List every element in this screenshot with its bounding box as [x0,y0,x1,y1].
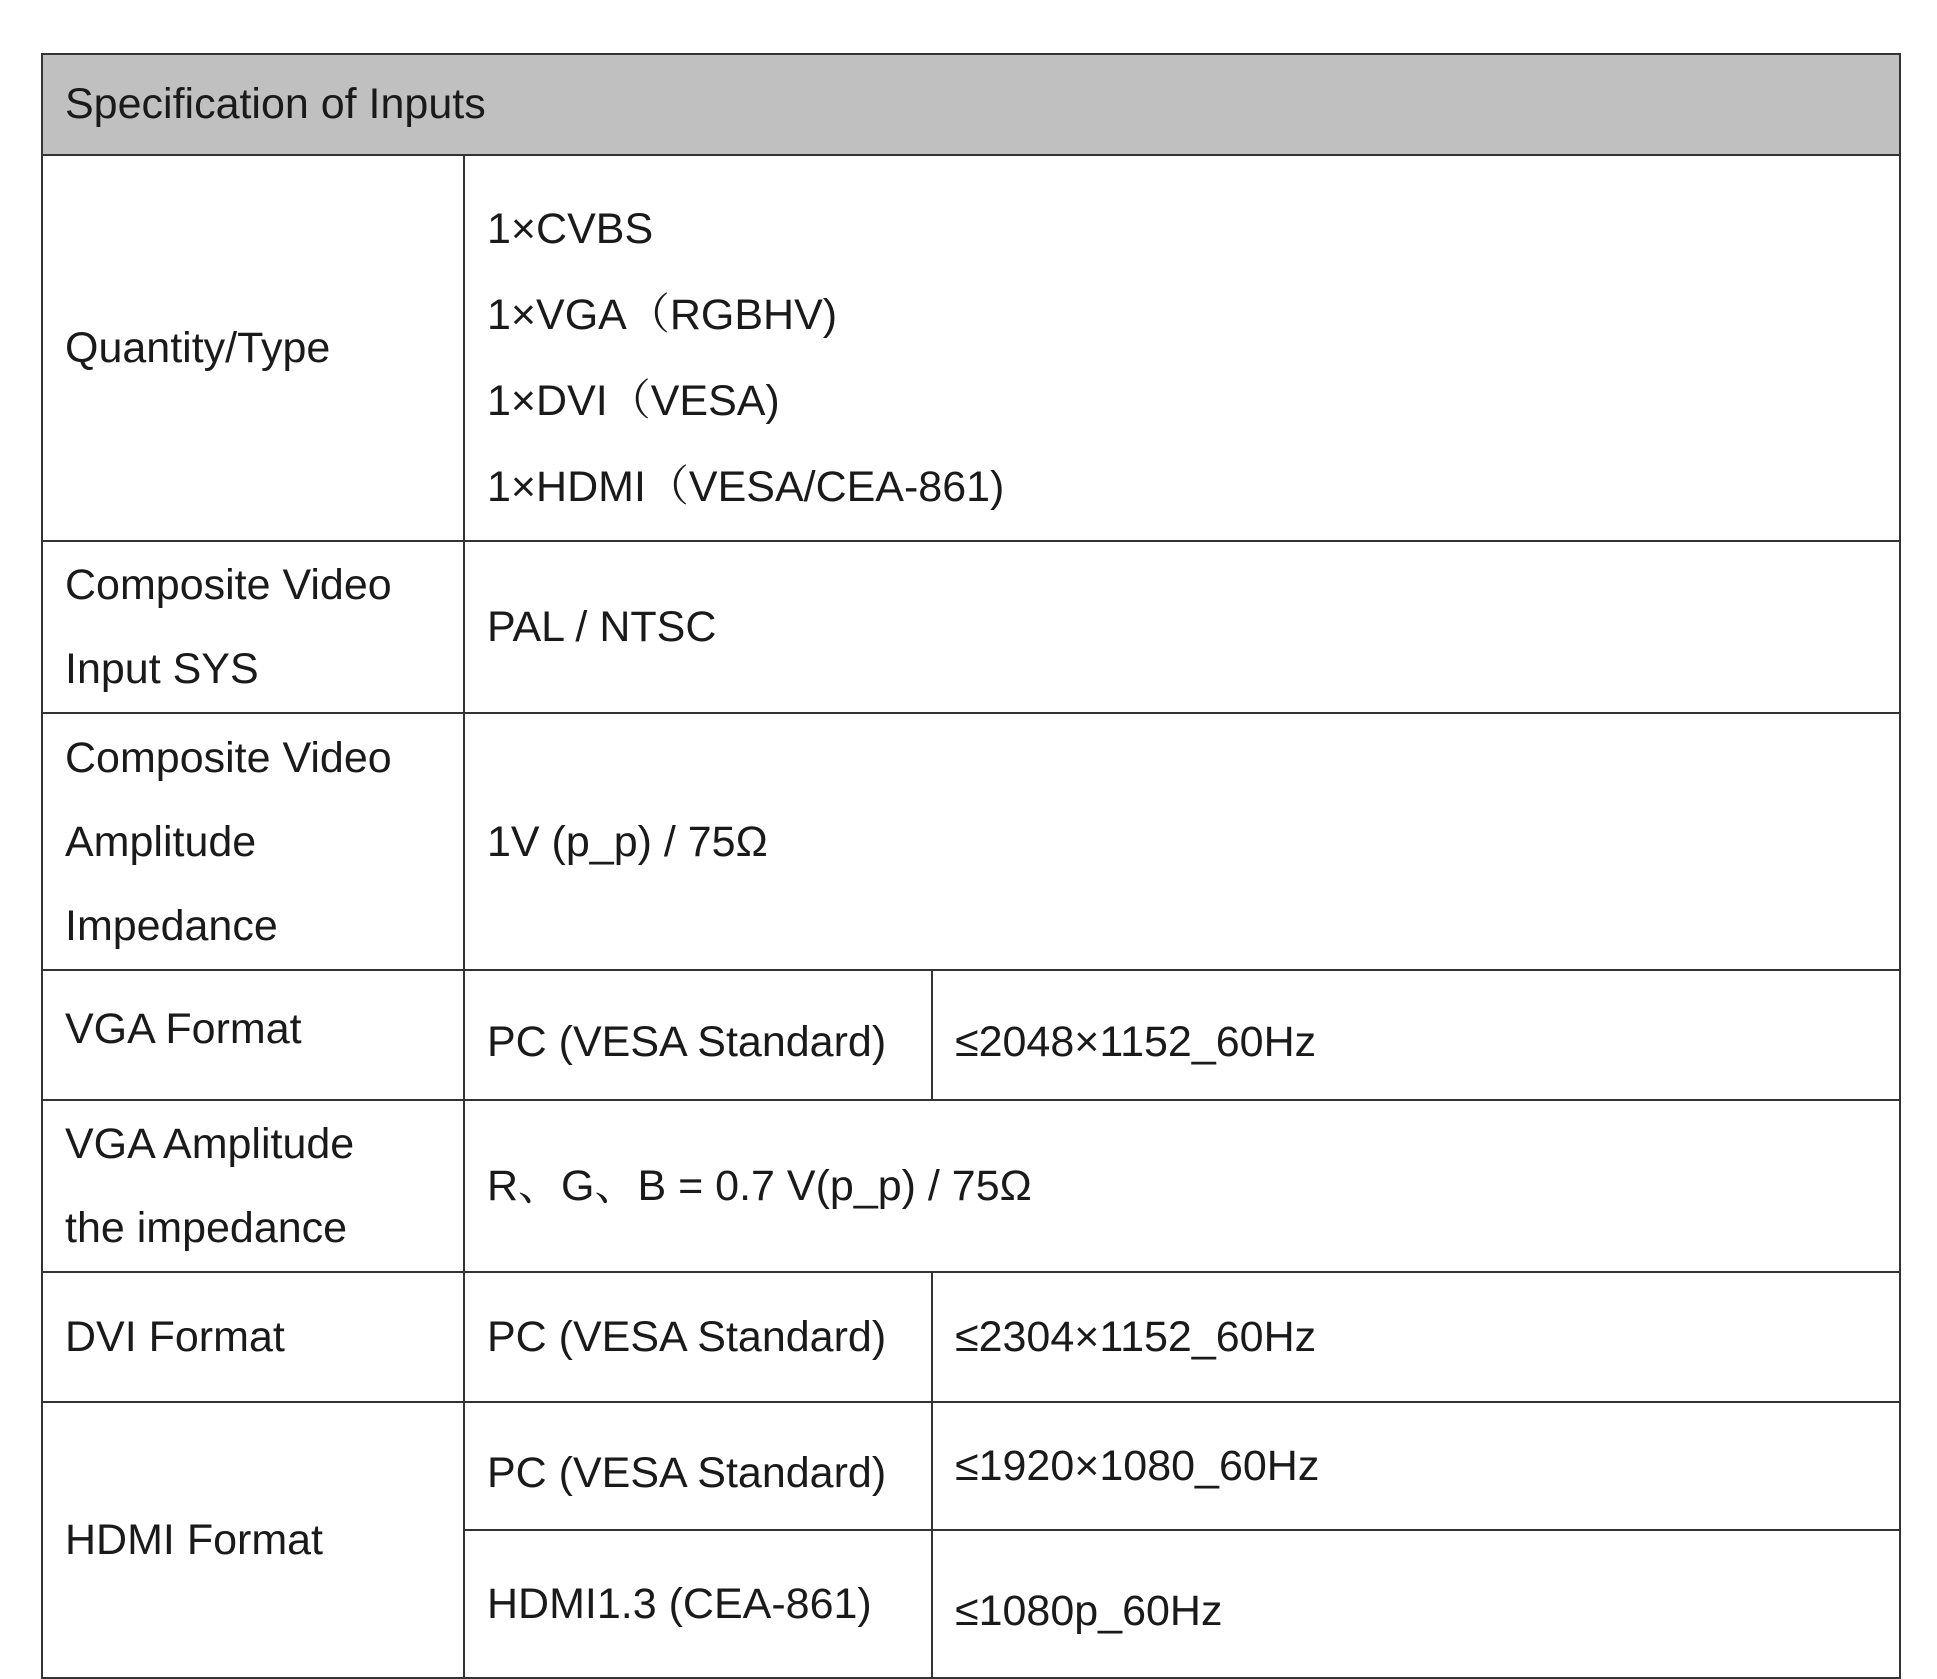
label-line: Composite Video [65,733,392,782]
row-standard: PC (VESA Standard) [464,1402,932,1530]
table-row [42,155,1900,541]
label-line: Input SYS [65,645,259,693]
table-row [42,713,1900,970]
table-row [42,1402,1900,1530]
row-label [42,1100,464,1272]
label-line: VGA Amplitude [65,1120,355,1168]
table-row [42,1272,1900,1402]
table-title: Specification of Inputs [42,54,1900,155]
row-label [42,541,464,713]
input-type-item: 1×CVBS [487,205,654,253]
row-label: Quantity/Type [42,155,464,541]
label-line: Impedance [65,901,278,950]
row-value: ≤2304×1152_60Hz [932,1272,1900,1402]
row-value: ≤1080p_60Hz [932,1530,1900,1678]
row-label: DVI Format [42,1272,464,1402]
row-label: HDMI Format [42,1402,464,1678]
input-type-item: 1×DVI（VESA) [487,377,780,425]
spec-inputs-table [41,53,1901,1679]
input-type-item: 1×VGA（RGBHV) [487,291,838,339]
label-line: Amplitude [65,817,257,866]
row-value: ≤2048×1152_60Hz [932,970,1900,1100]
table-header-row [42,54,1900,155]
table-row [42,970,1900,1100]
input-type-item: 1×HDMI（VESA/CEA-861) [487,463,1005,511]
row-standard: HDMI1.3 (CEA-861) [464,1530,932,1678]
table-row [42,1100,1900,1272]
row-value: ≤1920×1080_60Hz [932,1402,1900,1530]
label-line: Composite Video [65,561,392,609]
label-line: the impedance [65,1204,348,1252]
row-label [42,713,464,970]
row-value: R、G、B = 0.7 V(p_p) / 75Ω [464,1100,1900,1272]
row-label: VGA Format [42,970,464,1100]
row-standard: PC (VESA Standard) [464,970,932,1100]
table-row [42,541,1900,713]
row-value [464,155,1900,541]
row-value: 1V (p_p) / 75Ω [464,713,1900,970]
row-value: PAL / NTSC [464,541,1900,713]
row-standard: PC (VESA Standard) [464,1272,932,1402]
